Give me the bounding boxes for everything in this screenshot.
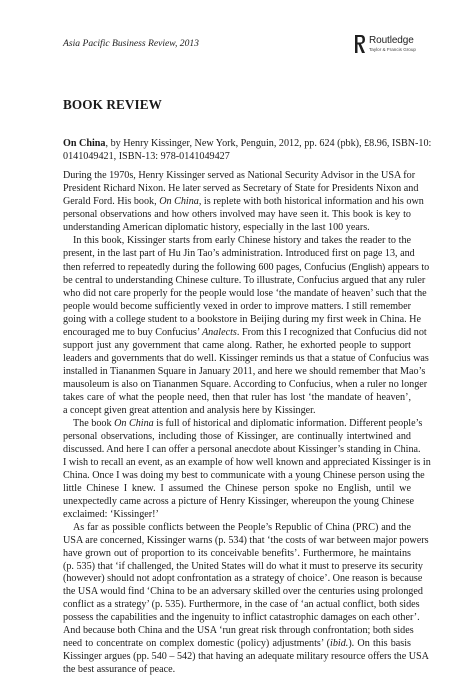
text-line: mausoleum is also on Tiananmen Square. According to Confucius, when a ruler no longer xyxy=(63,378,428,390)
text-line: personal observations and how others involved may have seen it. This book is key to xyxy=(63,208,411,220)
text-span: , is replete with both historical information and his own xyxy=(198,195,424,207)
citation-line: , by Henry Kissinger, New York, Penguin, 2012, pp. 624 (pbk), £8.96, ISBN-10: xyxy=(105,138,432,149)
book-citation xyxy=(63,138,432,164)
book-title: On China xyxy=(63,138,106,149)
text-line: installed in Tiananmen Square in January 2011, and here we should remember that Mao’s xyxy=(63,365,426,377)
text-line: takes care of what the people need, then that ruler has lost ‘the mandate of heaven’, xyxy=(63,391,411,403)
text-line: understanding American diplomatic history, especially in the last 100 years. xyxy=(63,221,370,233)
text-line: And because both China and the USA ‘run great risk through confrontation; both sides xyxy=(63,625,414,637)
text-span: Gerald Ford. His book, xyxy=(63,195,157,207)
paragraph-2 xyxy=(63,234,430,418)
text-line: unexpectedly came across a picture of Henry Kissinger, whereupon the young Chinese xyxy=(63,495,415,507)
text-line: During the 1970s, Henry Kissinger served as National Security Advisor in the USA for xyxy=(63,169,416,181)
publisher-logo xyxy=(354,34,424,58)
text-line: little Chinese I knew. I assumed the Chinese person spoke no English, until we xyxy=(63,482,411,494)
section-title: BOOK REVIEW xyxy=(63,97,162,112)
text-line: USA are concerned, Kissinger warns (p. 534) that ‘the costs of war between major powers xyxy=(63,534,429,546)
text-line: As far as possible conflicts between the People’s Republic of China (PRC) and the xyxy=(73,521,411,533)
publisher-subtitle: Taylor & Francis Group xyxy=(369,47,416,52)
analects-italic: Analects xyxy=(202,326,237,338)
text-line: conflict as a strategy’ (p. 535). Furthermore, in the case of ‘an actual conflict, both sides xyxy=(63,599,420,611)
text-line: be central to understanding Chinese culture. To illustrate, Confucius argued that any ruler xyxy=(63,274,426,286)
ibid-italic: ibid. xyxy=(330,638,349,650)
article-body xyxy=(63,138,432,677)
text-line: going with a college student to a bookstore in Beijing during my first week in China. He xyxy=(63,313,421,325)
text-span: then referred to repeatedly during the following 600 pages, Confucius xyxy=(63,261,349,273)
text-line: discussed. And here I can offer a personal anecdote about Kissinger’s standing in China. xyxy=(63,443,421,455)
text-line: China. Once I was doing my best to communicate with a young Chinese person using the xyxy=(63,469,425,481)
text-span: encouraged me to buy Confucius’ xyxy=(63,326,202,338)
text-line: the best assurance of peace. xyxy=(63,664,176,676)
text-line: exclaimed: ‘Kissinger!’ xyxy=(63,508,159,520)
text-line: who did not care properly for the people would lose ‘the mandate of heaven’ such that the xyxy=(63,287,427,299)
text-line: President Richard Nixon. He later served as Secretary of State for Presidents Nixon and xyxy=(63,182,419,194)
journal-header: Asia Pacific Business Review, 2013 xyxy=(63,38,199,49)
text-line: Kissinger argues (pp. 540 – 542) that having an adequate military resource offers the USA xyxy=(63,651,429,663)
paragraph-3 xyxy=(63,417,431,522)
text-line: have grown out of proportion to its conceivable benefits’. Furthermore, he maintains xyxy=(63,547,411,559)
text-line: (however) should not adopt confrontation as a strategy of choice’. One reason is because xyxy=(63,573,423,585)
text-line: leaders and governments that do well. Kissinger reminds us that a statue of Confucius was xyxy=(63,352,429,364)
paragraph-4 xyxy=(63,521,429,678)
text-span: is full of historical and diplomatic information. Different people’s xyxy=(153,417,423,429)
text-span: . From this I recognized that Confucius did not xyxy=(236,326,427,338)
book-title-italic: On China xyxy=(114,417,154,429)
book-title-italic: On China xyxy=(159,195,199,207)
text-span: The book xyxy=(73,417,115,429)
citation-line: 0141049421, ISBN-13: 978-0141049427 xyxy=(63,150,230,162)
text-line: possess the capabilities and the ingenuity to inflict catastrophic damages on each other’. xyxy=(63,612,420,624)
text-line: the USA would find ‘China to be an adversary skilled over the centuries using prolonged xyxy=(63,586,423,598)
text-line: a concept given great attention and analysis here by Kissinger. xyxy=(63,404,316,416)
text-line: present, in the last part of Hu Jin Tao’s administration. Introduced first on page 13, and xyxy=(63,247,415,259)
text-line: support just any government that came along. Rather, he exhorted people to support xyxy=(63,339,411,351)
text-line: In this book, Kissinger starts from early Chinese history and takes the reader to the xyxy=(73,234,411,246)
paragraph-1 xyxy=(63,169,424,235)
text-span: appears to xyxy=(385,261,430,273)
english-marker: (English) xyxy=(348,260,386,272)
text-span: need to concentrate on complex domestic (policy) adjustments’ ( xyxy=(63,638,331,650)
text-line: (p. 535) that ‘if challenged, the United States will do what it must to preserve its security xyxy=(63,560,423,572)
publisher-name: Routledge xyxy=(369,35,414,46)
text-span: ). On this basis xyxy=(348,638,411,650)
routledge-r-icon xyxy=(354,34,366,54)
text-line: people would become sufficiently vexed in order to improve matters. I still remember xyxy=(63,300,411,312)
text-line: personal observations, including those of Kissinger, are continually intertwined and xyxy=(63,430,411,442)
text-line: I wish to recall an event, as an example of how well known and appreciated Kissinger is in xyxy=(63,456,431,468)
